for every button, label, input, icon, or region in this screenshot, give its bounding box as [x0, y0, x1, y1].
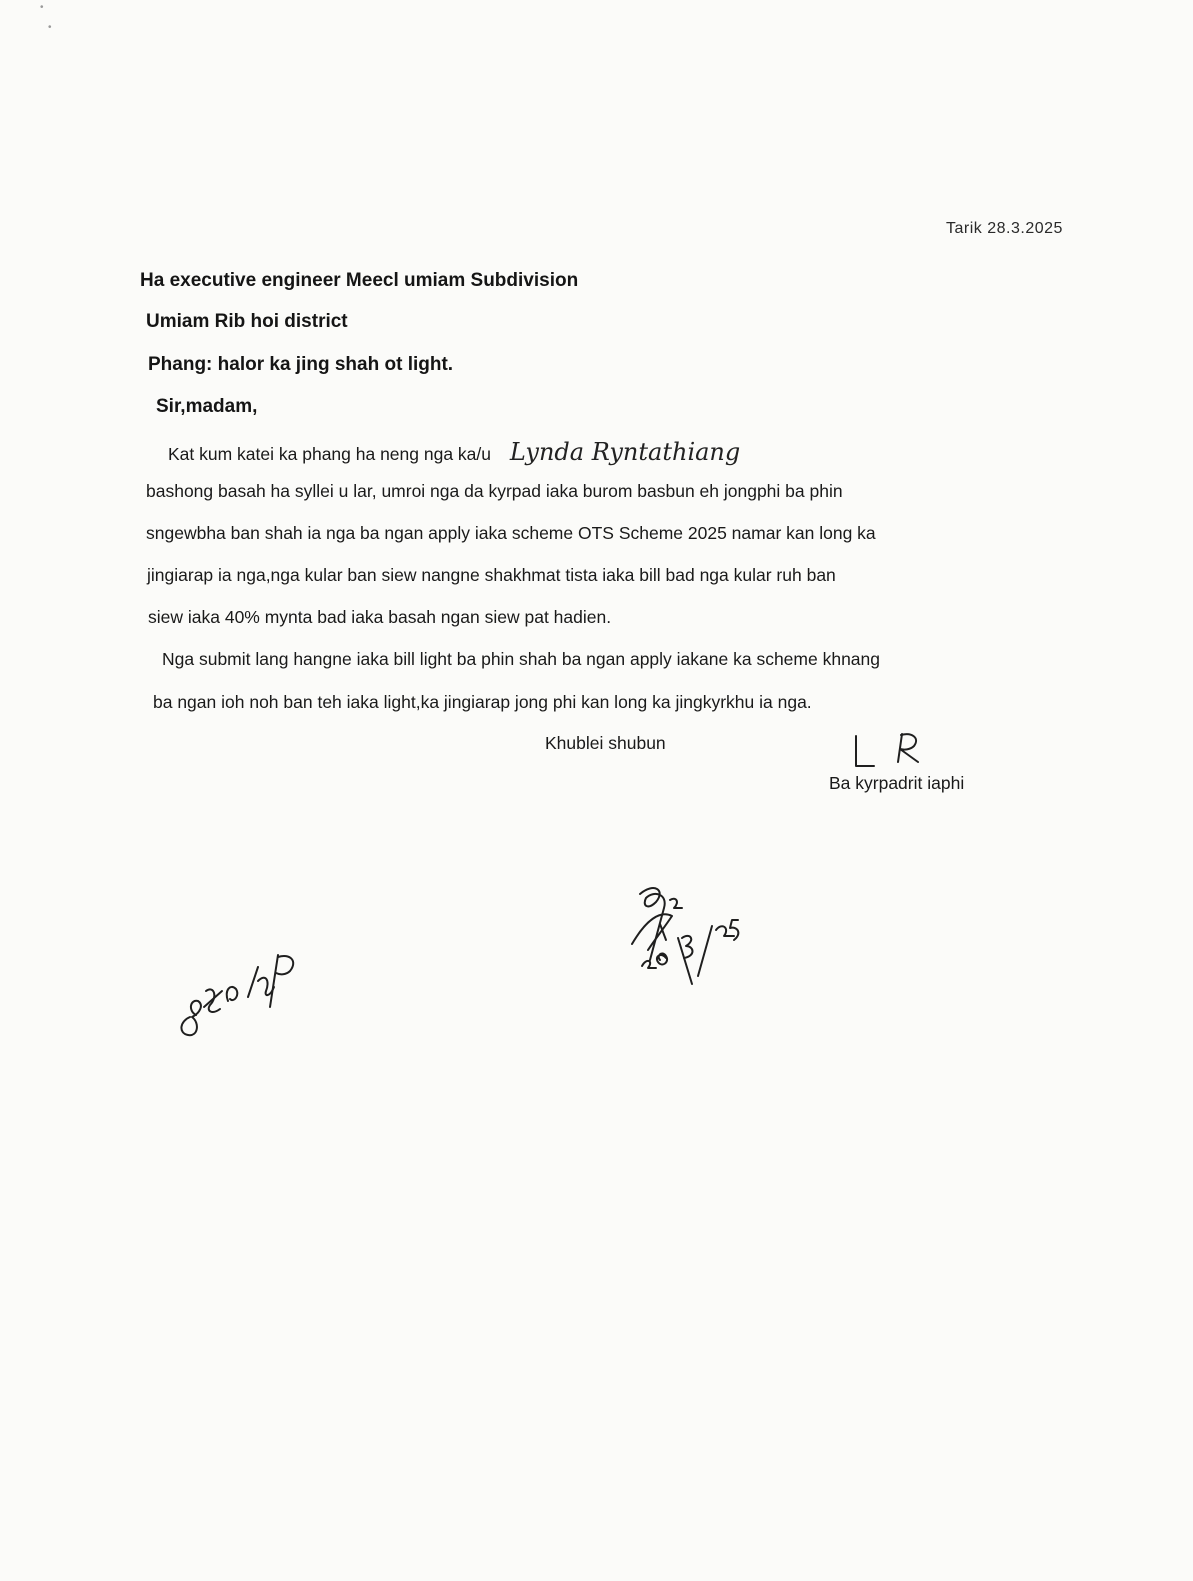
signatory-line: Ba kyrpadrit iaphi — [829, 773, 965, 793]
body-line-1-text: Kat kum katei ka phang ha neng nga ka/u — [168, 444, 492, 464]
letter-date: Tarik 28.3.2025 — [946, 220, 1063, 237]
handwritten-name: Lynda Ryntathiang — [509, 438, 741, 466]
body-line-5: siew iaka 40% mynta bad iaka basah ngan siew pat hadien. — [148, 607, 612, 627]
body-line-3: sngewbha ban shah ia nga ba ngan apply iaka scheme OTS Scheme 2025 namar kan long ka — [146, 523, 876, 543]
scan-speck: • — [40, 2, 44, 13]
body-line-1 — [168, 438, 740, 466]
recipient-line-1: Ha executive engineer Meecl umiam Subdivision — [140, 270, 579, 291]
salutation: Sir,madam, — [156, 396, 258, 417]
closing: Khublei shubun — [545, 733, 666, 753]
subject-line: Phang: halor ka jing shah ot light. — [148, 354, 454, 375]
body-line-2: bashong basah ha syllei u lar, umroi nga da kyrpad iaka burom basbun eh jongphi ba phin — [146, 481, 843, 501]
signature-initials — [850, 728, 930, 773]
center-signature-date — [620, 880, 760, 990]
body-line-7: ba ngan ioh noh ban teh iaka light,ka jingiarap jong phi kan long ka jingkyrkhu ia nga. — [153, 692, 812, 712]
body-line-4: jingiarap ia nga,nga kular ban siew nangne shakhmat tista iaka bill bad nga kular ruh ban — [147, 565, 836, 585]
body-line-6: Nga submit lang hangne iaka bill light ba phin shah ba ngan apply iakane ka scheme khnang — [162, 649, 880, 669]
scan-speck: • — [48, 22, 52, 33]
left-handwritten-note — [170, 925, 320, 1045]
recipient-line-2: Umiam Rib hoi district — [146, 311, 348, 332]
